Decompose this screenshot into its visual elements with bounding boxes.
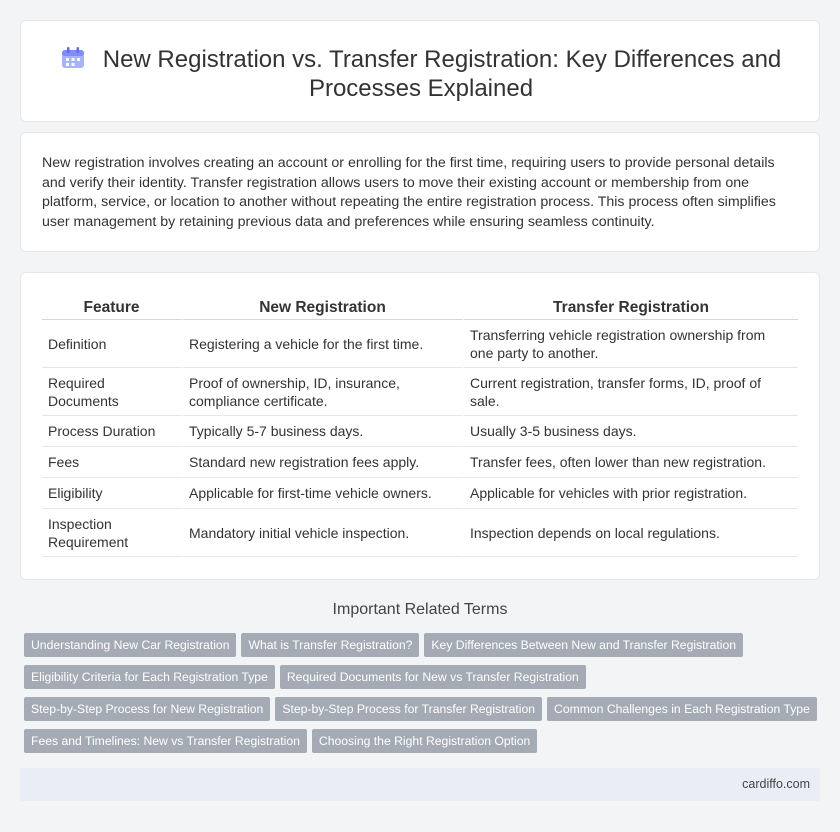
title-card [20, 20, 820, 122]
table-cell: Inspection Requirement [42, 509, 183, 557]
table-cell: Fees [42, 447, 183, 478]
table-row [42, 320, 798, 368]
table-cell: Applicable for first-time vehicle owners. [183, 478, 464, 509]
header-new-registration: New Registration [183, 296, 464, 320]
footer-site-link[interactable]: cardiffo.com [742, 777, 810, 791]
related-term-chip[interactable]: Common Challenges in Each Registration Type [547, 697, 817, 721]
intro-card [20, 132, 820, 252]
table-cell: Definition [42, 320, 183, 368]
related-term-chip[interactable]: Eligibility Criteria for Each Registration Type [24, 665, 275, 689]
table-cell: Transfer fees, often lower than new registration. [464, 447, 798, 478]
table-row [42, 478, 798, 509]
table-row [42, 509, 798, 557]
header-transfer-registration: Transfer Registration [464, 296, 798, 320]
related-term-chip[interactable]: Fees and Timelines: New vs Transfer Registration [24, 729, 307, 753]
table-cell: Transferring vehicle registration ownership from one party to another. [464, 320, 798, 368]
related-term-chip[interactable]: Key Differences Between New and Transfer Registration [424, 633, 743, 657]
footer [20, 768, 820, 801]
table-row [42, 447, 798, 478]
intro-text: New registration involves creating an account or enrolling for the first time, requiring users to provide personal details and verify their identity. Transfer registration allows users to move their existing account or membership from one platform, service, or location to another without repeating the entire registration process. This process often simplifies user management by retaining previous data and preferences while ensuring seamless continuity. [42, 155, 776, 230]
table-row [42, 368, 798, 416]
table-cell: Process Duration [42, 416, 183, 447]
table-cell: Required Documents [42, 368, 183, 416]
table-cell: Typically 5-7 business days. [183, 416, 464, 447]
comparison-table-card [20, 272, 820, 580]
calendar-icon [61, 47, 85, 69]
comparison-table [42, 296, 798, 557]
related-term-chip[interactable]: Step-by-Step Process for Transfer Registration [275, 697, 542, 721]
page-title [21, 45, 821, 103]
title-line-1: New Registration vs. Transfer Registration: Key Differences and [102, 46, 782, 73]
related-term-chip[interactable]: Required Documents for New vs Transfer Registration [280, 665, 586, 689]
related-terms-title: Important Related Terms [332, 601, 508, 618]
related-term-chip[interactable]: Understanding New Car Registration [24, 633, 236, 657]
table-cell: Inspection depends on local regulations. [464, 509, 798, 557]
header-feature: Feature [42, 296, 183, 320]
table-cell: Current registration, transfer forms, ID, proof of sale. [464, 368, 798, 416]
table-cell: Mandatory initial vehicle inspection. [183, 509, 464, 557]
related-terms [24, 633, 824, 761]
table-header-row [42, 296, 798, 320]
table-cell: Standard new registration fees apply. [183, 447, 464, 478]
table-cell: Registering a vehicle for the first time. [183, 320, 464, 368]
table-cell: Eligibility [42, 478, 183, 509]
related-term-chip[interactable]: What is Transfer Registration? [241, 633, 419, 657]
table-row [42, 416, 798, 447]
title-line-2: Processes Explained [308, 75, 534, 102]
table-cell: Applicable for vehicles with prior registration. [464, 478, 798, 509]
table-cell: Proof of ownership, ID, insurance, compliance certificate. [183, 368, 464, 416]
related-term-chip[interactable]: Choosing the Right Registration Option [312, 729, 537, 753]
table-cell: Usually 3-5 business days. [464, 416, 798, 447]
related-term-chip[interactable]: Step-by-Step Process for New Registration [24, 697, 270, 721]
